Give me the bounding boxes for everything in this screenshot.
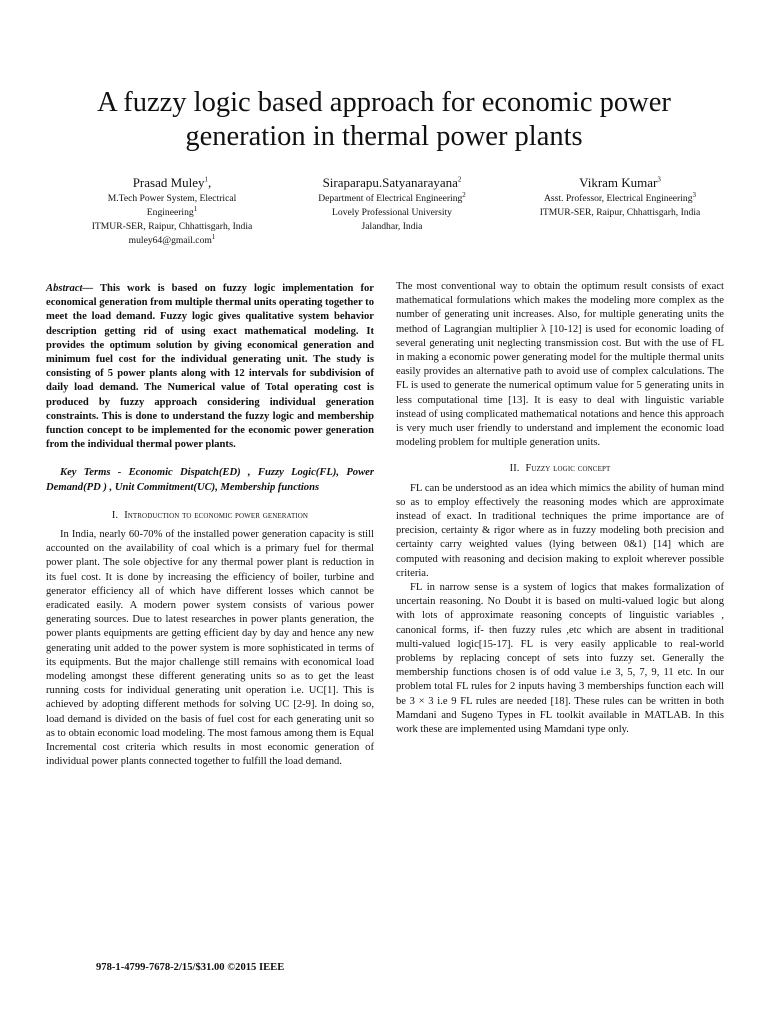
author-block-1 <box>62 174 282 248</box>
section1-paragraph: In India, nearly 60-70% of the installed power generation capacity is still accounted on the availability of coal which is a primary fuel for thermal power plant. The sole objective for any thermal power plant is reduction in its fuel cost. It is done by increasing the efficiency of boiler, turbine and generator efficiency all of which have different losses which cannot be eradicated easily. A modern power system consists of various power generating sources. Due to latest researches in power plants generation, the power plants equipments are getting efficient day by day and hence any new generating unit added to the power system is more sophisticated in terms of its equipments. But the major challenge still remains with economical load modeling amongst these different generating units so as to get the least running costs for individual generating unit operation i.e. UC[1]. This is achieved by adopting different methods for solving UC [2-9]. In doing so, load demand is divided on the basis of fuel cost for each generating unit so as to obtain economic load modeling. The most famous among them is Equal Incremental cost criteria which results in most economic generation of individual power plants connected together to fulfill the load demand. <box>46 529 374 768</box>
author-name: Prasad Muley$^1$, <box>132 175 212 190</box>
paper-title: A fuzzy logic based approach for economic power generation in thermal power plants <box>97 87 671 152</box>
author-affiliation-line: Asst. Professor, Electrical Engineering$^3$ <box>543 190 697 204</box>
right-intro-paragraph: The most conventional way to obtain the optimum result consists of exact mathematical formulations which makes the modeling more complex as the number of generating unit increases. Also, for multiple generating units the method of Lagrangian multiplier λ [10-12] is used for economic loading of several generating unit neglecting transmission cost. But with the use of FL in making a economic power generating model for the multiple thermal units easily provides an alternative path to avoid use of complex calculations. The FL is used to generate the numerical optimum value for 5 generating units in less computational time [13]. It is easy to deal with linguistic variable instead of using complicated mathematical notations and hence this approach is very much user friendly to understand and implement the economic load modeling problem for multiple generation units. <box>396 281 724 449</box>
left-column <box>46 280 374 770</box>
author-affiliation-line: ITMUR-SER, Raipur, Chhattisgarh, India <box>539 207 701 218</box>
abstract-label: Abstract— <box>46 283 94 294</box>
section-heading-2: II. Fuzzy logic concept <box>509 463 611 475</box>
section2-paragraph: FL in narrow sense is a system of logics that makes formalization of uncertain reasoning. No Doubt it is based on multi-valued logic but along with lots of approximate reasoning concepts of linguistic variables , canonical forms, if- then fuzzy rules ,etc which are absent in traditional multi-valued logic[15-17]. FL is very easily applicable to real-world problems by replacing concept of sets into fuzzy set. Generally the membership functions chosen is of odd value i.e 3, 5, 7, 9, 11 etc. In our problem total FL rules for 2 inputs having 3 memberships function each will be 3 × 3 i.e 9 FL rules are needed [18]. These rules can be written in both Mamdani and Sugeno Types in FL toolkit available in MATLAB. In this work these are implemented using Mamdani type only. <box>396 582 724 736</box>
author-affiliation-line: M.Tech Power System, Electrical <box>107 193 237 204</box>
author-affiliation-line: ITMUR-SER, Raipur, Chhattisgarh, India <box>91 221 253 232</box>
key-terms: Key Terms - Economic Dispatch(ED) , Fuzzy Logic(FL), Power Demand(PD ) , Unit Commitment(UC), Membership functions <box>46 467 374 493</box>
author-affiliation-line: Department of Electrical Engineering$^2$ <box>318 190 466 204</box>
author-email: muley64@gmail.com$^1$ <box>128 232 216 246</box>
author-block-3 <box>510 174 730 220</box>
right-column <box>396 280 724 737</box>
author-affiliation-line: Engineering$^1$ <box>146 204 198 218</box>
author-name: Vikram Kumar$^3$ <box>579 175 661 190</box>
author-block-2 <box>282 174 502 234</box>
author-affiliation-line: Jalandhar, India <box>361 221 423 232</box>
section-heading-1: I. Introduction to economic power generation <box>111 509 309 521</box>
abstract <box>46 282 374 452</box>
copyright-footer: 978-1-4799-7678-2/15/$31.00 ©2015 IEEE <box>96 962 285 973</box>
author-affiliation-line: Lovely Professional University <box>332 207 452 218</box>
author-name: Siraparapu.Satyanarayana$^2$ <box>322 175 462 190</box>
abstract-text: This work is based on fuzzy logic implementation for economical generation from multiple thermal units operating together to meet the load demand. Fuzzy logic gives qualitative system behavior description getting rid of using exact mathematical modeling. It provides the optimum solution by giving economical generation and minimum fuel cost for the individual generating unit. The study is consisting of 5 power plants along with 12 intervals for subdivision of daily load demand. The Numerical value of Total operating cost is produced by fuzzy approach considering individual generation constraints. This is done to understand the fuzzy logic and membership function concept to be implemented for the economic power generation from the individual thermal power plants. <box>46 283 374 451</box>
section2-paragraph: FL can be understood as an idea which mimics the ability of human mind so as to employ effectively the reasoning modes which are approximate instead of exact. In traditional techniques the prime importance are of precision, certainty & rigor where as in fuzzy modeling both precision and certainty carry weighted values (lying between 0&1) [14] which are computed with reasoning and decision making to exploit wherever possible criteria. <box>396 482 724 579</box>
